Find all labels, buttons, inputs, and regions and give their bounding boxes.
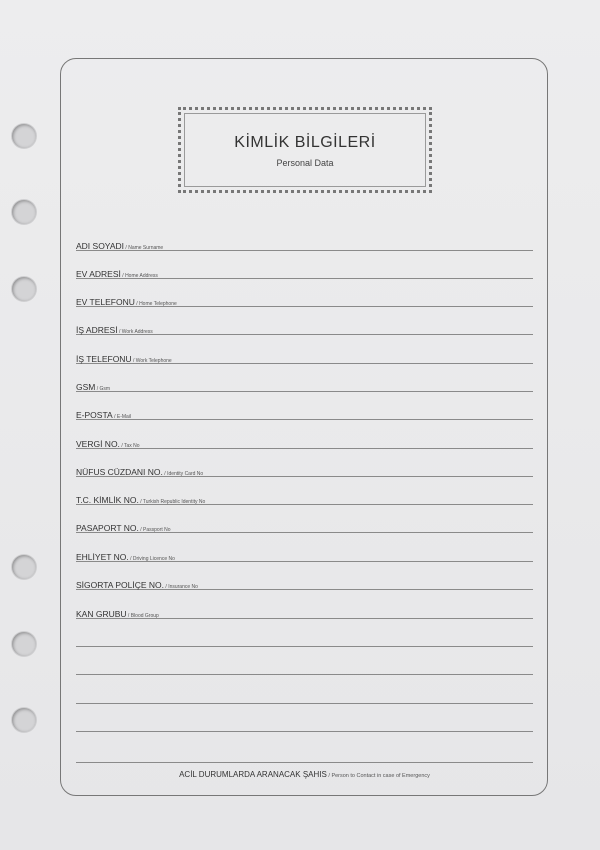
field-identity-card-no[interactable]: NÜFUS CÜZDANI NO. / Identity Card No [76,462,533,477]
field-label: VERGİ NO. [76,439,120,449]
field-label-en: Gsm [99,386,111,392]
field-label: İŞ ADRESİ [76,325,118,335]
field-label-en: Name Surname [128,245,164,251]
field-name-surname[interactable]: ADI SOYADI / Name Surname [76,236,533,251]
field-gsm[interactable]: GSM / Gsm [76,377,533,392]
field-blood-group[interactable]: KAN GRUBU / Blood Group [76,604,533,619]
field-label: T.C. KİMLİK NO. [76,495,139,505]
blank-line[interactable] [76,703,533,704]
form-subtitle: Personal Data [276,158,334,168]
field-label: ADI SOYADI [76,241,125,251]
binder-hole [12,200,36,224]
field-work-address[interactable]: İŞ ADRESİ / Work Address [76,320,533,335]
field-label: EV ADRESİ [76,269,121,279]
binder-hole [12,632,36,656]
blank-line[interactable] [76,646,533,647]
field-home-address[interactable]: EV ADRESİ / Home Address [76,264,533,279]
field-label-en: Work Telephone [135,358,172,364]
field-tc-identity-no[interactable]: T.C. KİMLİK NO. / Turkish Republic Identity No [76,490,533,505]
field-label-en: Insurance No [168,584,198,590]
field-work-telephone[interactable]: İŞ TELEFONU / Work Telephone [76,349,533,364]
form-title: KİMLİK BİLGİLERİ [234,134,376,151]
field-label-en: Passport No [143,527,171,533]
emergency-label-en: Person to Contact in case of Emergency [331,773,430,779]
binder-hole [12,124,36,148]
field-label-en: Driving Licence No [132,556,175,562]
field-label: PASAPORT NO. [76,523,139,533]
field-label-en: Home Address [125,273,158,279]
emergency-contact-caption: ACİL DURUMLARDA ARANACAK ŞAHIS / Person to Contact in case of Emergency [76,762,533,778]
field-label-en: Turkish Republic Identity No [142,499,206,505]
blank-line[interactable] [76,674,533,675]
field-home-telephone[interactable]: EV TELEFONU / Home Telephone [76,292,533,307]
field-label: NÜFUS CÜZDANI NO. [76,467,163,477]
field-label: KAN GRUBU [76,609,127,619]
emergency-label: ACİL DURUMLARDA ARANACAK ŞAHIS [179,770,327,779]
field-tax-no[interactable]: VERGİ NO. / Tax No [76,434,533,449]
field-label-en: Tax No [124,443,140,449]
field-label: EHLİYET NO. [76,552,129,562]
field-label-en: Work Address [121,329,153,335]
field-passport-no[interactable]: PASAPORT NO. / Passport No [76,518,533,533]
field-label: EV TELEFONU [76,297,135,307]
field-label-en: Blood Group [130,613,159,619]
field-label: SİGORTA POLİÇE NO. [76,580,165,590]
field-label-en: Home Telephone [139,301,177,307]
binder-hole [12,277,36,301]
field-driving-licence-no[interactable]: EHLİYET NO. / Driving Licence No [76,547,533,562]
field-label: E-POSTA [76,410,113,420]
binder-hole [12,708,36,732]
field-insurance-no[interactable]: SİGORTA POLİÇE NO. / Insurance No [76,575,533,590]
field-label-en: Identity Card No [167,471,204,477]
blank-line[interactable] [76,731,533,732]
field-label-en: E-Mail [116,414,132,420]
field-label: GSM [76,382,96,392]
field-email[interactable]: E-POSTA / E-Mail [76,405,533,420]
field-label: İŞ TELEFONU [76,354,132,364]
binder-hole [12,555,36,579]
title-box [178,107,432,193]
